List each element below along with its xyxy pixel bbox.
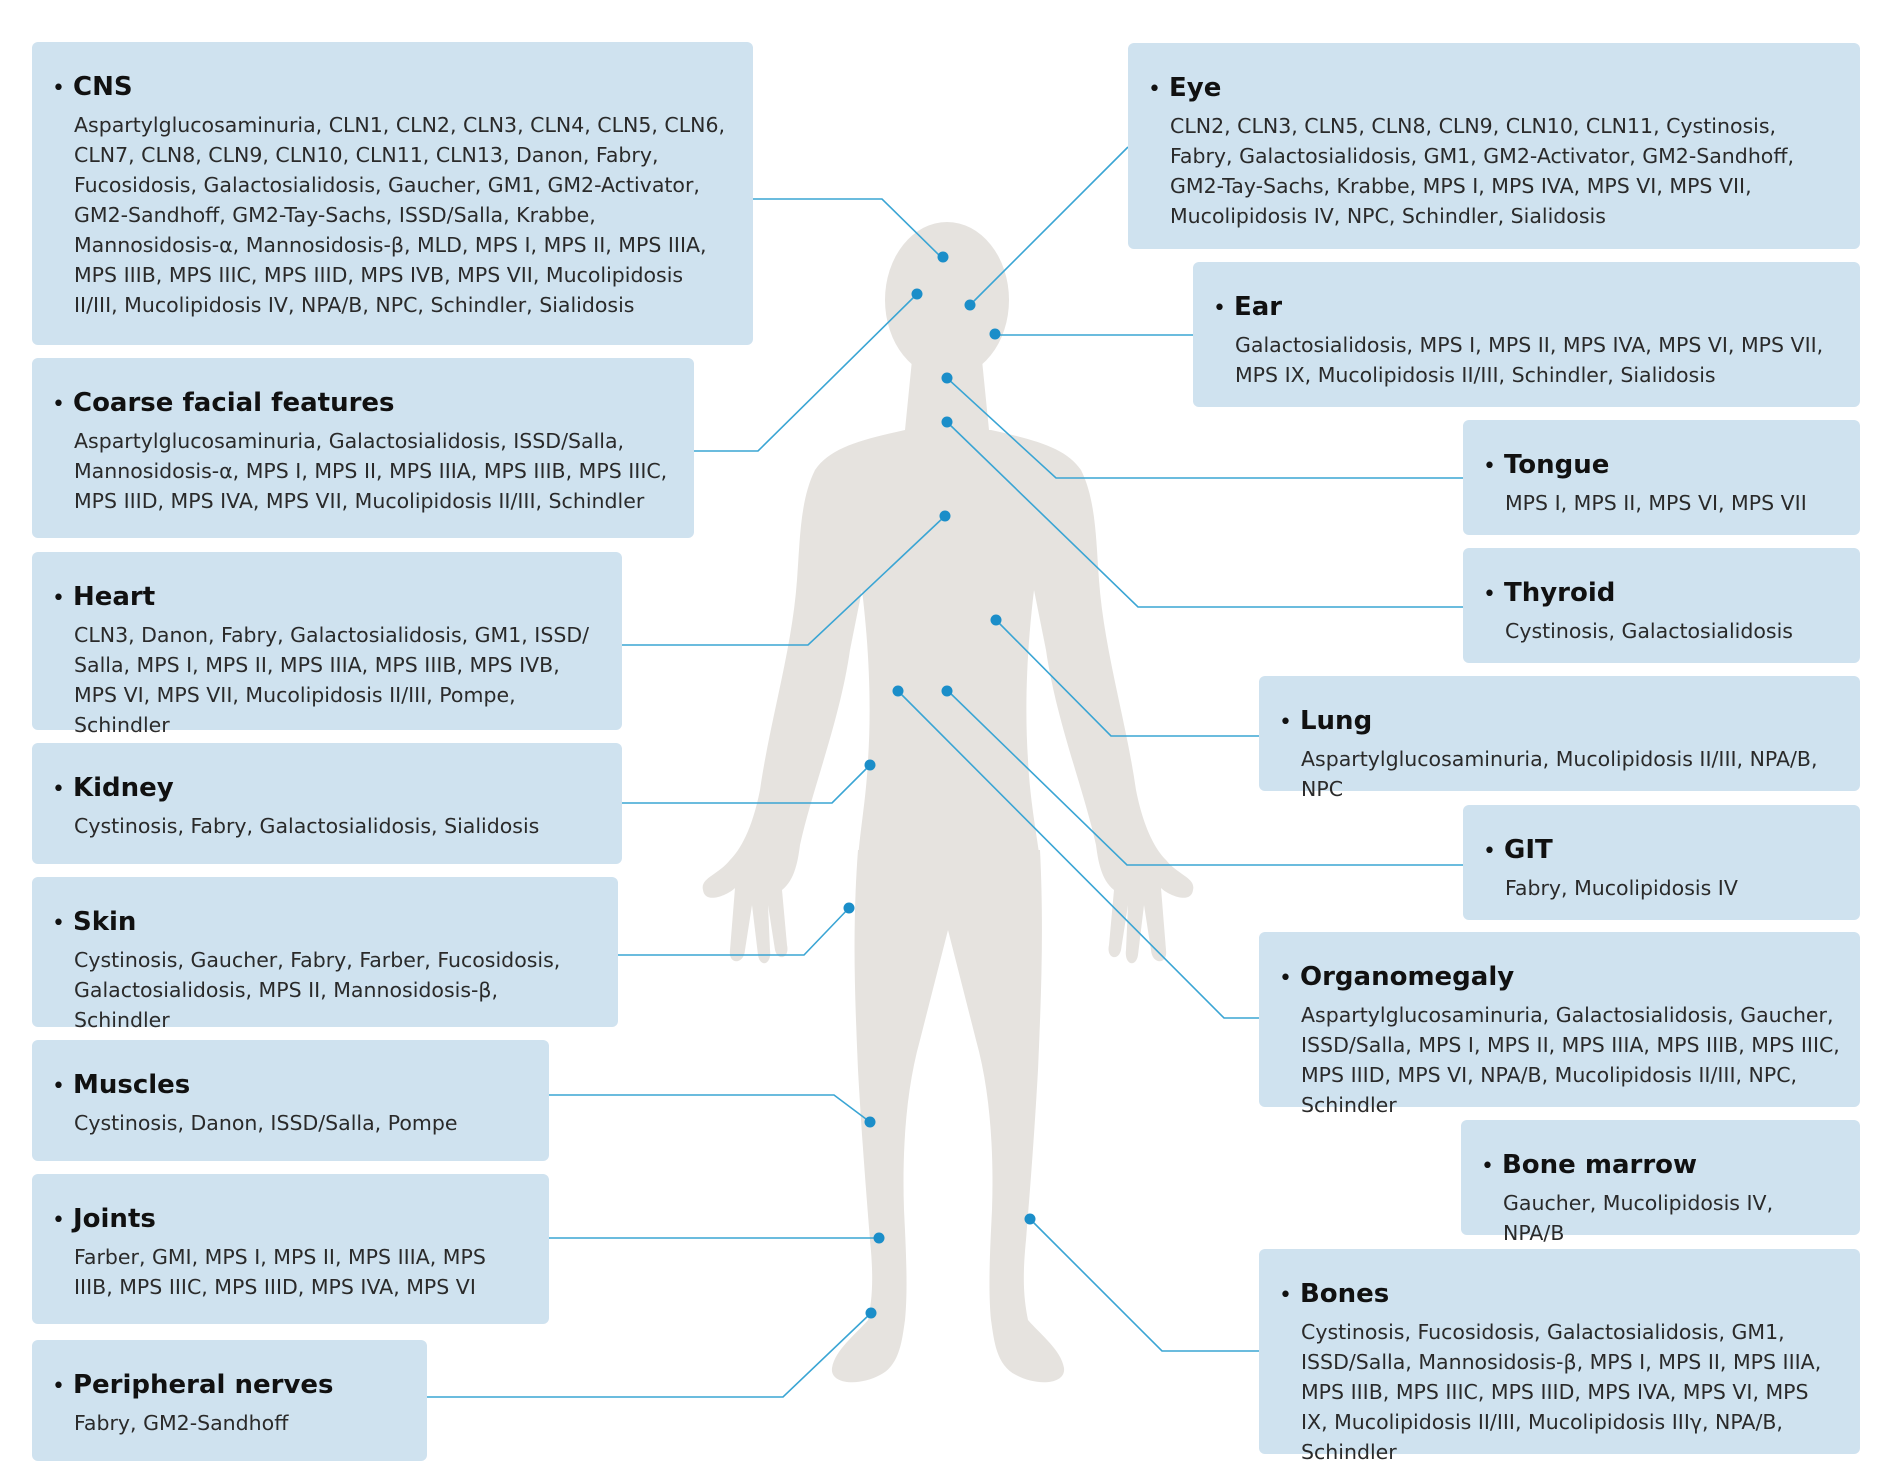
coarse-title-text: Coarse facial features [72,388,395,418]
dot-tongue [942,373,953,384]
lung-title [1279,706,1840,738]
cns-disease-list: Aspartylglucosaminuria, CLN1, CLN2, CLN3, CLN4, CLN5, CLN6, CLN7, CLN8, CLN9, CLN10, CLN11, CLN13, Danon, Fabry, Fucosidosis, Galactosialidosis, Gaucher, GM1, GM2-Activator, GM2-Sandhoff, GM2-Tay-Sachs, ISSD/Salla, Krabbe, Mannosidosis-α, Mannosidosis-β, MLD, MPS I, MPS II, MPS IIIA, MPS IIIB, MPS IIIC, MPS IIID, MPS IVB, MPS VII, Mucolipidosis II/III, Mucolipidosis IV, NPA/B, NPC, Schindler, Sialidosis [74,113,726,317]
nerves-disease-list: Fabry, GM2-Sandhoff [74,1411,289,1435]
bullet-icon: • [1148,77,1161,102]
kidney-disease-list: Cystinosis, Fabry, Galactosialidosis, Sialidosis [74,814,540,838]
heart-title [52,582,602,614]
bullet-icon: • [52,392,65,417]
connector-kidney [622,765,870,803]
bullet-icon: • [52,777,65,802]
skin-title-text: Skin [72,907,137,937]
ear-disease-list: Galactosialidosis, MPS I, MPS II, MPS IVA, MPS VI, MPS VII, MPS IX, Mucolipidosis II/III, Schindler, Sialidosis [1235,333,1824,387]
dot-git [942,686,953,697]
dot-thyroid [942,417,953,428]
box-ear [1193,262,1860,407]
tongue-title [1483,450,1840,482]
nerves-title [52,1370,407,1402]
box-thyroid [1463,548,1860,663]
lung-title-text: Lung [1299,706,1373,736]
box-bones [1259,1249,1860,1464]
eye-title-text: Eye [1168,73,1222,103]
bullet-icon: • [1483,582,1496,607]
connector-eye [970,147,1128,305]
kidney-title [52,773,602,805]
bullet-icon: • [52,1074,65,1099]
silhouette-legs [832,850,1064,1382]
box-tongue [1463,420,1860,535]
box-peripheral-nerves [32,1340,427,1461]
dot-coarse [912,289,923,300]
thyroid-title [1483,578,1840,610]
dot-skin [844,903,855,914]
heart-title-text: Heart [72,582,156,612]
dot-lung [991,615,1002,626]
marrow-title [1481,1150,1840,1182]
muscles-title-text: Muscles [72,1070,191,1100]
eye-title [1148,73,1840,105]
dot-ear [990,329,1001,340]
ear-title [1213,292,1840,324]
dot-muscles [865,1117,876,1128]
marrow-disease-list: Gaucher, Mucolipidosis IV, NPA/B [1503,1191,1774,1245]
box-bone-marrow [1461,1120,1860,1245]
box-eye [1128,43,1860,249]
box-joints [32,1174,549,1324]
bullet-icon: • [1481,1154,1494,1179]
bones-disease-list: Cystinosis, Fucosidosis, Galactosialidosis, GM1, ISSD/Salla, Mannosidosis-β, MPS I, MPS II, MPS IIIA, MPS IIIB, MPS IIIC, MPS IIID, MPS IVA, MPS VI, MPS IX, Mucolipidosis II/III, Mucolipidosis IIIγ, NPA/B, Schindler [1301,1320,1822,1464]
box-skin [32,877,618,1032]
bullet-icon: • [52,76,65,101]
thyroid-disease-list: Cystinosis, Galactosialidosis [1505,619,1793,643]
bullet-icon: • [1213,296,1226,321]
coarse-title [52,388,674,420]
box-lung [1259,676,1860,801]
tongue-title-text: Tongue [1503,450,1610,480]
bullet-icon: • [52,1208,65,1233]
human-silhouette [703,222,1194,1382]
box-organomegaly [1259,932,1860,1117]
dot-bones [1025,1214,1036,1225]
bones-title [1279,1279,1840,1311]
box-kidney [32,743,622,864]
coarse-disease-list: Aspartylglucosaminuria, Galactosialidosis, ISSD/Salla, Mannosidosis-α, MPS I, MPS II, MPS IIIA, MPS IIIB, MPS IIIC, MPS IIID, MPS IVA, MPS VII, Mucolipidosis II/III, Schindler [74,429,668,513]
box-muscles [32,1040,549,1161]
dot-cns [938,252,949,263]
git-title [1483,835,1840,867]
bullet-icon: • [52,586,65,611]
box-coarse-facial-features [32,358,694,538]
connector-muscles [549,1095,870,1122]
lung-disease-list: Aspartylglucosaminuria, Mucolipidosis II/III, NPA/B, NPC [1301,747,1818,801]
box-cns [32,42,753,345]
dot-nerves [866,1308,877,1319]
bullet-icon: • [1279,1283,1292,1308]
silhouette-neck [904,360,990,440]
muscles-title [52,1070,529,1102]
joints-disease-list: Farber, GMI, MPS I, MPS II, MPS IIIA, MPS IIIB, MPS IIIC, MPS IIID, MPS IVA, MPS VI [74,1245,486,1299]
bullet-icon: • [1279,966,1292,991]
dot-eye [965,300,976,311]
thyroid-title-text: Thyroid [1503,578,1616,608]
cns-title [52,72,733,104]
connector-nerves [427,1313,871,1397]
git-disease-list: Fabry, Mucolipidosis IV [1505,876,1738,900]
cns-title-text: CNS [72,72,133,102]
dot-organomegaly [893,686,904,697]
bullet-icon: • [1483,839,1496,864]
git-title-text: GIT [1503,835,1553,865]
kidney-title-text: Kidney [72,773,174,803]
bones-title-text: Bones [1299,1279,1390,1309]
nerves-title-text: Peripheral nerves [72,1370,334,1400]
tongue-disease-list: MPS I, MPS II, MPS VI, MPS VII [1505,491,1807,515]
heart-disease-list: CLN3, Danon, Fabry, Galactosialidosis, GM1, ISSD/ Salla, MPS I, MPS II, MPS IIIA, MPS IIIB, MPS IVB, MPS VI, MPS VII, Mucolipidosis II/III, Pompe, Schindler [74,623,590,737]
organomegaly-title [1279,962,1840,994]
connector-bones [1030,1219,1259,1351]
ear-title-text: Ear [1233,292,1283,322]
marrow-title-text: Bone marrow [1501,1150,1698,1180]
bullet-icon: • [52,1374,65,1399]
skin-title [52,907,598,939]
joints-title [52,1204,529,1236]
bullet-icon: • [1279,710,1292,735]
silhouette-head [885,222,1009,378]
dot-heart [940,511,951,522]
dot-joints [874,1233,885,1244]
box-heart [32,552,622,737]
organomegaly-disease-list: Aspartylglucosaminuria, Galactosialidosis, Gaucher, ISSD/Salla, MPS I, MPS II, MPS IIIA, MPS IIIB, MPS IIIC, MPS IIID, MPS VI, NPA/B, Mucolipidosis II/III, NPC, Schindler [1301,1003,1840,1117]
muscles-disease-list: Cystinosis, Danon, ISSD/Salla, Pompe [74,1111,458,1135]
joints-title-text: Joints [72,1204,156,1234]
bullet-icon: • [1483,454,1496,479]
dot-kidney [865,760,876,771]
skin-disease-list: Cystinosis, Gaucher, Fabry, Farber, Fucosidosis, Galactosialidosis, MPS II, Mannosidosis-β, Schindler [74,948,561,1032]
eye-disease-list: CLN2, CLN3, CLN5, CLN8, CLN9, CLN10, CLN11, Cystinosis, Fabry, Galactosialidosis, GM1, GM2-Activator, GM2-Sandhoff, GM2-Tay-Sachs, Krabbe, MPS I, MPS IVA, MPS VI, MPS VII, Mucolipidosis IV, NPC, Schindler, Sialidosis [1170,114,1794,228]
bullet-icon: • [52,911,65,936]
box-git [1463,805,1860,920]
connector-lung [996,620,1259,736]
organomegaly-title-text: Organomegaly [1299,962,1515,992]
